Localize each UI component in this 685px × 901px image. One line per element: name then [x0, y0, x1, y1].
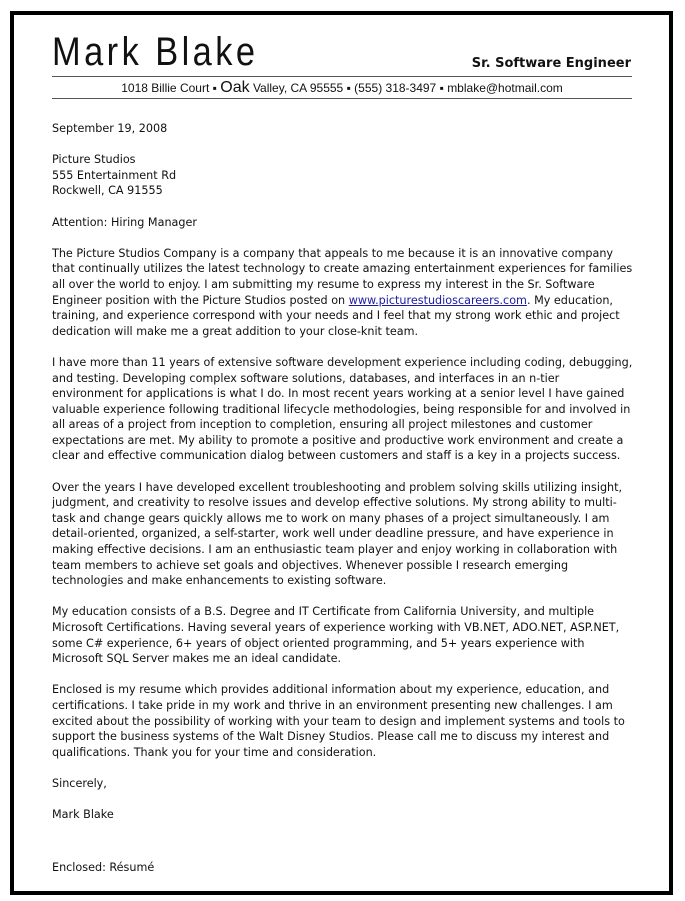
letter-date: September 19, 2008	[52, 122, 168, 135]
header-rule-top	[52, 76, 632, 77]
paragraph-3: Over the years I have developed excellent troubleshooting and problem solving skills utilizing insight, judgment, and creativity to resolve issues and develop effective solutions. My strong ability to multi-task and change gears quickly allows me to work on many phases of a project simultaneously. I am detail-oriented, organized, a self-starter, work well under deadline pressure, and have experience in making effective decisions. I am an enthusiastic team player and enjoy working in collaboration with team members to achieve set goals and objectives. Whenever possible I research emerging technologies and make enhancements to existing software.	[52, 480, 623, 588]
paragraph-1-text-end: . My education, training, and experience correspond with your needs and I feel that my strong work ethic and project dedication will make me a great addition to your close-knit team.	[52, 293, 620, 338]
paragraph-1-text: The Picture Studios Company is a company that appeals to me because it is an innovative company that continually utilizes the latest technology to create amazing entertainment experiences for families all over the world to enjoy. I am submitting my resume to express my interest in the Sr. Software Engineer position with the Picture Studios posted on	[52, 246, 633, 307]
applicant-name: Mark Blake	[52, 30, 259, 74]
address-city: Valley, CA 95555	[252, 81, 344, 95]
separator: ▪	[439, 81, 444, 95]
paragraph-5: Enclosed is my resume which provides additional information about my experience, education, and certifications. I take pride in my work and thrive in an environment presenting new challenges. I am excited about the possibility of working with your team to design and implement systems and tools to support the business systems of the Walt Disney Studios. Please call me to discuss my interest and qualifications. Thank you for your time and consideration.	[52, 683, 625, 759]
paragraph-1	[52, 246, 634, 340]
careers-link[interactable]: www.picturestudioscareers.com	[348, 293, 527, 307]
separator: ▪	[346, 81, 351, 95]
recipient-line: Rockwell, CA 91555	[52, 184, 163, 198]
signature-name: Mark Blake	[52, 808, 114, 822]
recipient-line: Picture Studios	[52, 153, 136, 167]
attention-line: Attention: Hiring Manager	[52, 215, 197, 229]
enclosure-note: Enclosed: Résumé	[52, 861, 155, 874]
address-city-big: Oak	[220, 79, 250, 96]
closing: Sincerely,	[52, 776, 107, 790]
job-title: Sr. Software Engineer	[471, 56, 631, 71]
recipient-address	[52, 152, 634, 199]
paragraph-4: My education consists of a B.S. Degree and IT Certificate from California University, and multiple Microsoft Certifications. Having several years of experience working with VB.NET, ADO.NET, ASP.NET, some C# experience, 6+ years of object oriented programming, and 5+ years experience with Microsoft SQL Server makes me an ideal candidate.	[52, 605, 620, 666]
recipient-line: 555 Entertainment Rd	[52, 168, 177, 182]
contact-line	[52, 79, 632, 97]
paragraph-2: I have more than 11 years of extensive software development experience including coding, debugging, and testing. Developing complex software solutions, databases, and interfaces in an n-tier environment for applications is what I do. In most recent years working at a senior level I have gained valuable experience following traditional lifecycle methodologies, being responsible for and involved in all areas of a project from inception to completion, ensuring all project milestones and customer expectations are met. My ability to promote a positive and productive work environment and create a clear and effective communication dialog between customers and staff is a key in a projects success.	[52, 355, 633, 463]
address-street: 1018 Billie Court	[121, 81, 210, 95]
phone: (555) 318-3497	[354, 81, 437, 95]
header-rule-bottom	[52, 98, 632, 99]
separator: ▪	[212, 81, 217, 95]
email: mblake@hotmail.com	[447, 81, 563, 95]
letter-body	[52, 121, 634, 838]
